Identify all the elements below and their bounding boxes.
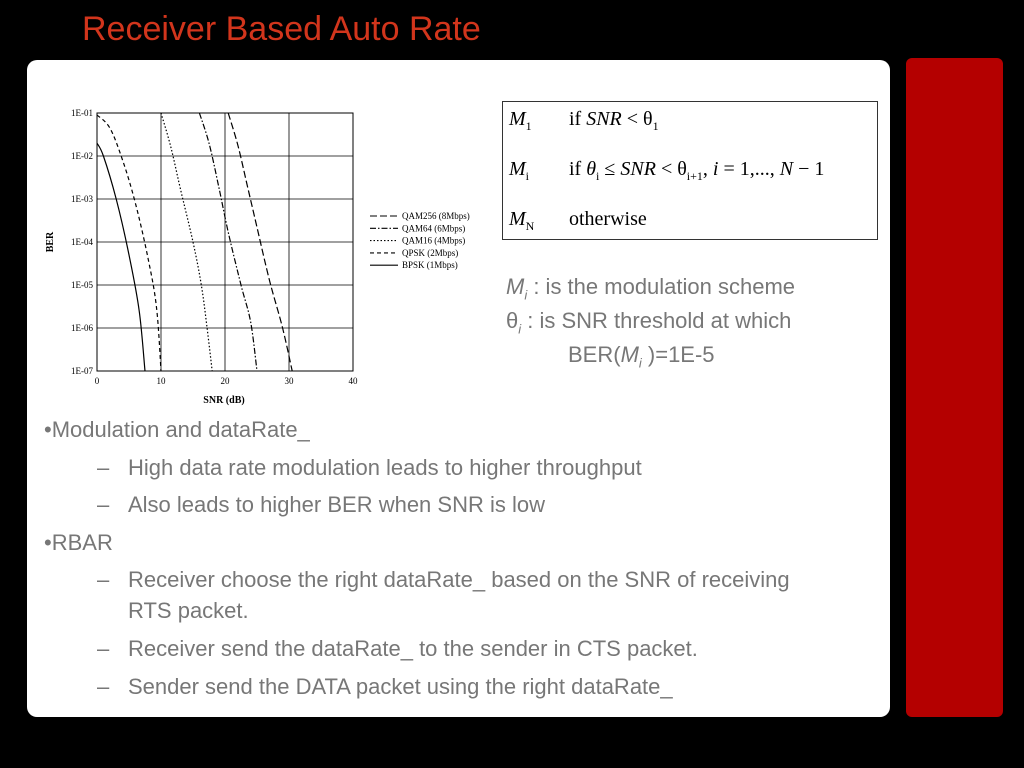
definition-threshold-continued: $BER(M_i$ )=1E-5 [568, 342, 715, 371]
legend-label: QAM64 (6Mbps) [402, 223, 466, 234]
x-tick-label: 10 [156, 376, 166, 386]
x-tick-label: 40 [348, 376, 358, 386]
y-tick-label: 1E-06 [71, 323, 93, 333]
bullet-receiver-choose-cont: RTS packet. [128, 598, 249, 623]
y-tick-label: 1E-02 [71, 151, 93, 161]
bullet-rbar: •RBAR [44, 530, 113, 555]
y-tick-label: 1E-07 [71, 366, 93, 376]
legend-label: QAM256 (8Mbps) [402, 211, 470, 221]
bullet-throughput: High data rate modulation leads to higher throughput [128, 455, 642, 480]
accent-bar [906, 58, 1003, 717]
bullet-receiver-choose: Receiver choose the right dataRate_ based on the SNR of receiving [128, 567, 790, 592]
ber-chart [40, 102, 500, 414]
x-tick-label: 0 [94, 376, 100, 386]
x-axis-label: SNR (dB) [203, 395, 245, 406]
slide-title: Receiver Based Auto Rate [82, 10, 481, 48]
bullet-modulation: •Modulation and dataRate_ [44, 417, 310, 442]
formula-row-2: $M_i$ if $\theta_i$ ≤ SNR < $\theta_{i+1}$, i = 1,..., N − 1 [509, 158, 825, 183]
definition-threshold: $\theta_i$ : is SNR threshold at which [506, 308, 792, 337]
bullet-receiver-send: Receiver send the dataRate_ to the sender in CTS packet. [128, 636, 698, 661]
legend-label: QAM16 (4Mbps) [402, 235, 466, 246]
bullet-sender-send: Sender send the DATA packet using the right dataRate_ [128, 674, 673, 699]
series-bpsk-1mbps [97, 143, 145, 371]
x-tick-label: 20 [220, 376, 230, 386]
bullet-dash: – [97, 455, 110, 480]
legend-label: BPSK (1Mbps) [402, 260, 458, 271]
bullet-ber: Also leads to higher BER when SNR is low [128, 492, 545, 517]
rate-selection-formula [502, 101, 878, 240]
formula-row-1: $M_1$ if SNR < $\theta_1$ [509, 108, 659, 133]
y-tick-label: 1E-03 [71, 194, 93, 204]
bullet-dash: – [97, 567, 110, 592]
x-tick-label: 30 [284, 376, 294, 386]
series-qpsk-2mbps [97, 115, 161, 371]
legend-label: QPSK (2Mbps) [402, 247, 459, 258]
y-tick-label: 1E-04 [71, 237, 93, 247]
bullet-dash: – [97, 492, 110, 517]
y-axis-label: BER [45, 231, 56, 253]
bullet-dash: – [97, 636, 110, 661]
y-tick-label: 1E-05 [71, 280, 93, 290]
bullet-dash: – [97, 674, 110, 699]
y-tick-label: 1E-01 [71, 108, 93, 118]
definition-modulation: $M_i$ : is the modulation scheme [506, 274, 796, 303]
formula-row-3: $M_N$ otherwise [509, 208, 647, 233]
